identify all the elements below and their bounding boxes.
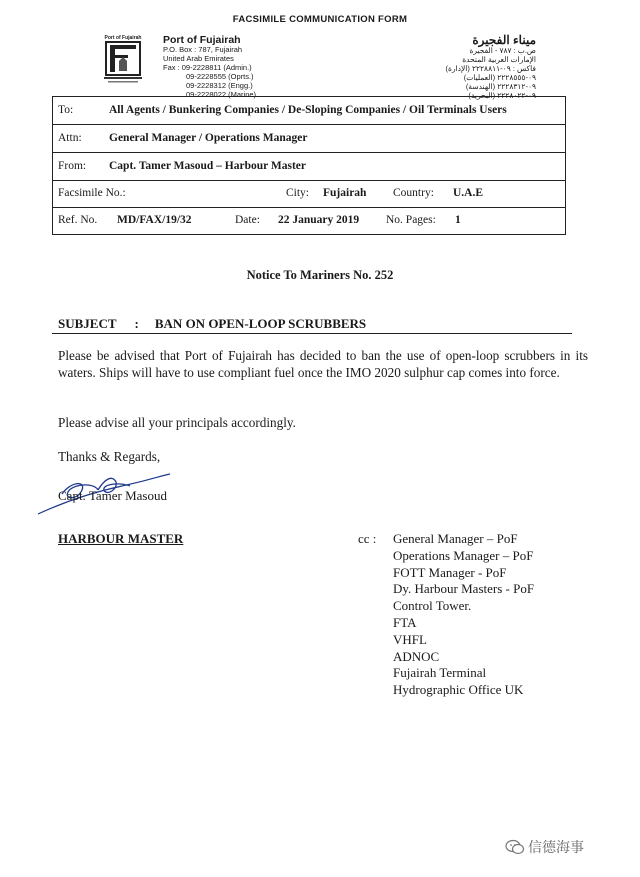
- cc-recipient: ADNOC: [393, 648, 440, 664]
- address-line: United Arab Emirates: [163, 54, 234, 63]
- port-logo: [100, 33, 146, 85]
- to-value: All Agents / Bunkering Companies / De-Sloping Companies / Oil Terminals Users: [109, 104, 507, 116]
- body-paragraph-1: Please be advised that Port of Fujairah has decided to ban the use of open-loop scrubbers in its waters. Ships will have to use compliant fuel once the IMO 2020 sulphur cap comes into force.: [58, 348, 588, 380]
- cc-recipient: Operations Manager – PoF: [393, 547, 534, 563]
- cc-recipient: VHFL: [393, 631, 427, 647]
- from-row: [53, 153, 565, 181]
- logo-caption: Port of Fujairah: [104, 35, 142, 41]
- body-paragraph-2: Please advise all your principals accordingly.: [58, 415, 296, 430]
- fax-row: [53, 181, 565, 208]
- city-value: Fujairah: [323, 187, 367, 199]
- fax-line: 09-2228312 (Engg.): [186, 81, 253, 90]
- arabic-port-name: ميناء الفجيرة: [472, 33, 536, 47]
- fax-line: 09-2228022 (Marine): [186, 90, 257, 99]
- pages-value: 1: [455, 214, 461, 226]
- cc-label: cc :: [358, 531, 377, 546]
- cc-list: [393, 531, 534, 699]
- city-label: City:: [286, 187, 310, 199]
- addressing-table: [52, 96, 566, 235]
- wechat-icon: [505, 838, 525, 856]
- form-title: FACSIMILE COMMUNICATION FORM: [232, 14, 408, 25]
- attn-value: General Manager / Operations Manager: [109, 132, 308, 144]
- fax-line: Fax : 09-2228811 (Admin.): [163, 63, 252, 72]
- ref-label: Ref. No.: [58, 214, 98, 226]
- arabic-fax-line: ٠٩-٢٢٢٨٣١٢ (الهندسة): [465, 82, 536, 91]
- date-label: Date:: [235, 214, 260, 226]
- from-label: From:: [58, 160, 87, 172]
- signatory-name: Capt. Tamer Masoud: [58, 488, 167, 503]
- fax-label: Facsimile No.:: [58, 187, 126, 199]
- subject-label: SUBJECT: [58, 316, 117, 331]
- to-label: To:: [58, 104, 74, 116]
- cc-recipient: Fujairah Terminal: [393, 665, 487, 681]
- subject-underline: [52, 333, 572, 334]
- subject-text: BAN ON OPEN-LOOP SCRUBBERS: [154, 316, 367, 331]
- attn-label: Attn:: [58, 132, 82, 144]
- address-line: P.O. Box : 787, Fujairah: [163, 45, 243, 54]
- pages-label: No. Pages:: [386, 214, 436, 226]
- ref-value: MD/FAX/19/32: [117, 214, 192, 226]
- arabic-fax-line: ٠٩-٢٢٢٨٠٢٢ (البحرية): [468, 91, 536, 100]
- cc-recipient: FOTT Manager - PoF: [393, 564, 507, 580]
- country-value: U.A.E: [453, 187, 484, 199]
- signatory-title: HARBOUR MASTER: [58, 531, 184, 546]
- attn-row: [53, 125, 565, 153]
- arabic-fax-line: ٠٩-٢٢٢٨٥٥٥ (العمليات): [463, 73, 536, 82]
- arabic-fax-line: فاكس : ٠٩-٢٢٢٨٨١١ (الإدارة): [445, 64, 536, 73]
- cc-recipient: Dy. Harbour Masters - PoF: [393, 581, 535, 597]
- cc-recipient: General Manager – PoF: [393, 531, 518, 546]
- cc-recipient: FTA: [393, 614, 417, 630]
- subject-separator: :: [134, 316, 139, 331]
- date-value: 22 January 2019: [278, 214, 360, 226]
- to-row: [53, 97, 565, 125]
- ref-row: [53, 208, 565, 234]
- notice-title: Notice To Mariners No. 252: [246, 268, 394, 282]
- watermark-text: 信德海事: [528, 840, 584, 856]
- arabic-address-line: الإمارات العربية المتحدة: [462, 55, 536, 64]
- cc-recipient: Control Tower.: [393, 598, 472, 614]
- closing-line: Thanks & Regards,: [58, 449, 161, 464]
- arabic-address-line: ص.ب : ٧٨٧ - الفجيرة: [469, 46, 536, 55]
- port-name: Port of Fujairah: [163, 34, 241, 46]
- fax-line: 09-2228555 (Oprts.): [186, 72, 254, 81]
- subject-line: [58, 316, 366, 332]
- cc-recipient: Hydrographic Office UK: [393, 682, 524, 698]
- country-label: Country:: [393, 187, 434, 199]
- from-value: Capt. Tamer Masoud – Harbour Master: [109, 160, 306, 172]
